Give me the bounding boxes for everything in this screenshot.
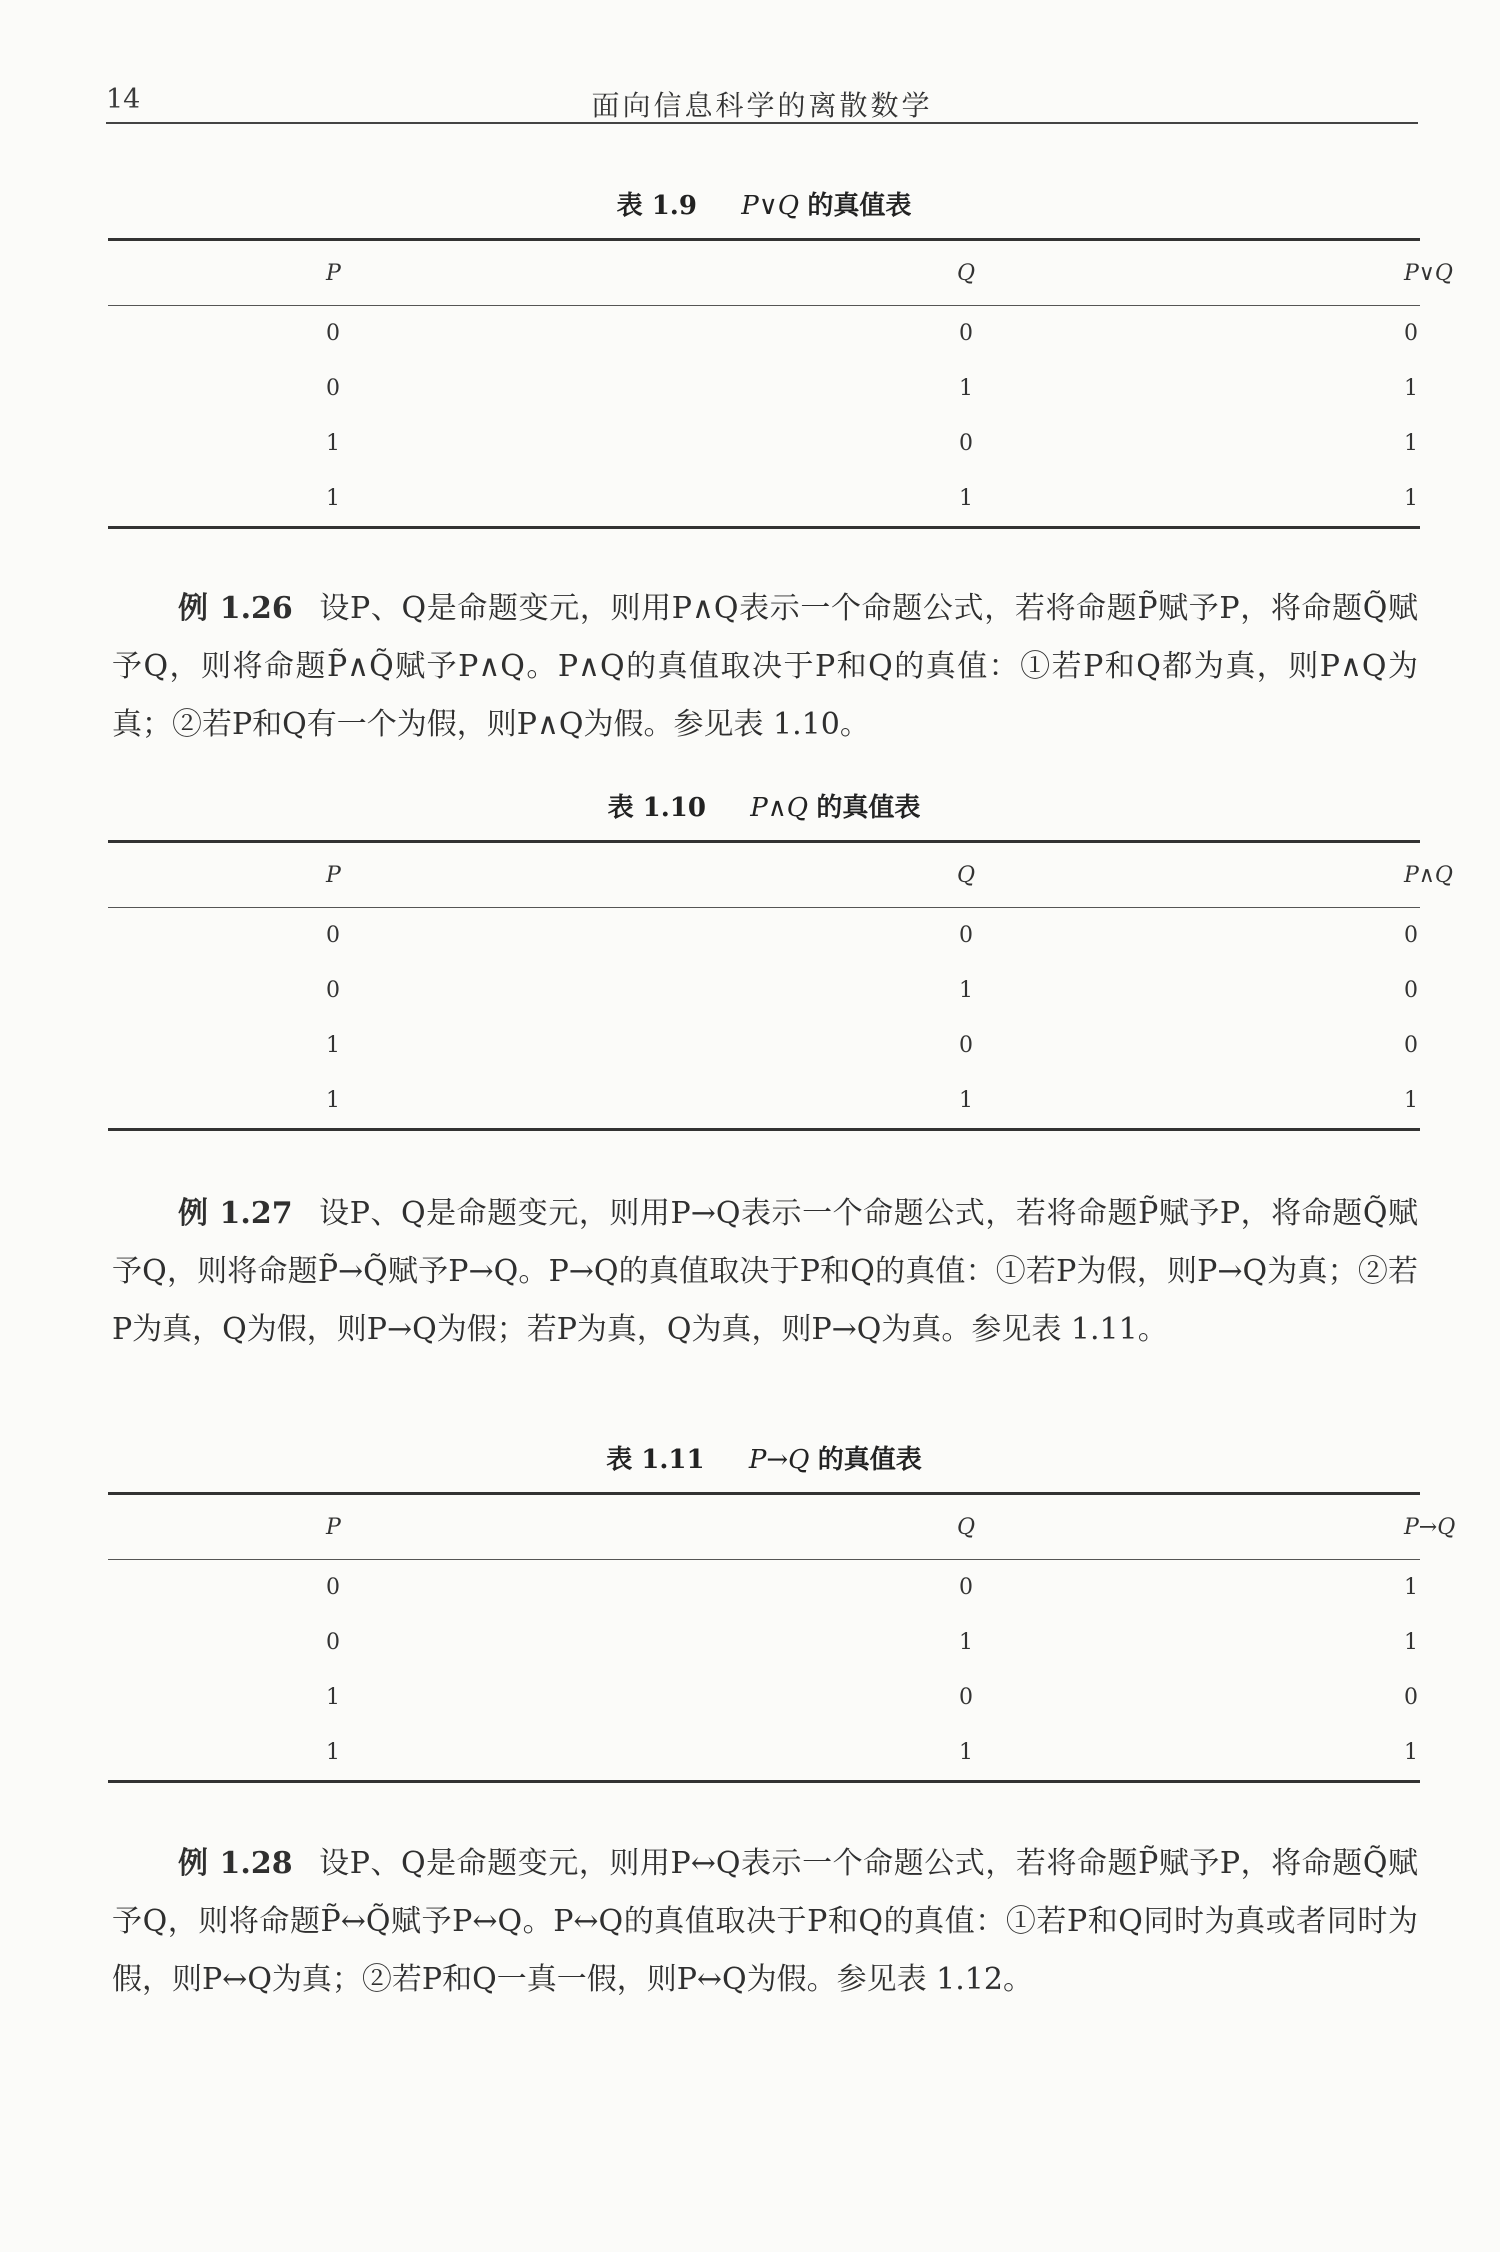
table-cell: 0: [1404, 1685, 1418, 1710]
table-row: [108, 471, 1420, 526]
table-bottom-rule: [108, 526, 1420, 529]
table-header-row: [108, 1495, 1420, 1559]
table-caption: [108, 188, 1420, 224]
table-row: [108, 1615, 1420, 1670]
table-cell: 0: [1404, 321, 1418, 346]
header-rule: [106, 122, 1418, 124]
table-formula: P→Q: [748, 1445, 810, 1475]
table-label: 表 1.10: [607, 793, 706, 823]
table-formula: P∧Q: [750, 793, 809, 823]
table-cell: 1: [959, 1088, 973, 1113]
table-cell: 1: [326, 1685, 340, 1710]
page-number: 14: [106, 84, 141, 115]
table-row: [108, 1073, 1420, 1128]
table-cell: 0: [959, 321, 973, 346]
table-caption: [108, 1442, 1420, 1478]
table-label: 表 1.11: [606, 1445, 705, 1475]
table-cell: 0: [959, 1575, 973, 1600]
column-header: Q: [956, 862, 976, 888]
table-cell: 1: [1404, 431, 1418, 456]
example-text: 设P、Q是命题变元，则用P↔Q表示一个命题公式，若将命题P̃赋予P，将命题Q̃赋予Q，则将命题P̃↔Q̃赋予P↔Q。P↔Q的真值取决于P和Q的真值：①若P和Q同时为真或者同时为假，则P↔Q为真；②若P和Q一真一假，则P↔Q为假。参见表 1.12。: [112, 1846, 1418, 1997]
column-header: P: [326, 1514, 341, 1540]
table-cell: 1: [326, 486, 340, 511]
table-cell: 1: [326, 1088, 340, 1113]
table-cell: 0: [959, 1033, 973, 1058]
table-caption-suffix: 的真值表: [807, 191, 912, 221]
table-label: 表 1.9: [616, 191, 697, 221]
truth-table-1-9: [108, 188, 1453, 529]
table-bottom-rule: [108, 1128, 1420, 1131]
table-caption: [108, 790, 1420, 826]
table-cell: 1: [959, 376, 973, 401]
table-cell: 1: [1404, 1088, 1418, 1113]
table-cell: 1: [1404, 1575, 1418, 1600]
table-row: [108, 1018, 1420, 1073]
column-header: Q: [956, 260, 976, 286]
table-row: [108, 1670, 1420, 1725]
example-paragraph: [112, 1185, 1418, 1359]
example-label: 例 1.26: [178, 591, 293, 626]
example-text: 设P、Q是命题变元，则用P→Q表示一个命题公式，若将命题P̃赋予P，将命题Q̃赋予Q，则将命题P̃→Q̃赋予P→Q。P→Q的真值取决于P和Q的真值：①若P为假，则P→Q为真；②若P为真，Q为假，则P→Q为假；若P为真，Q为真，则P→Q为真。参见表 1.11。: [112, 1196, 1418, 1347]
table-cell: 0: [1404, 978, 1418, 1003]
example-label: 例 1.27: [178, 1196, 293, 1231]
table-formula: P∨Q: [741, 191, 800, 221]
table-cell: 0: [959, 923, 973, 948]
table-bottom-rule: [108, 1780, 1420, 1783]
example-paragraph: [112, 1835, 1418, 2009]
table-cell: 0: [1404, 1033, 1418, 1058]
table-cell: 1: [1404, 1740, 1418, 1765]
table-cell: 0: [326, 923, 340, 948]
running-head: 面向信息科学的离散数学: [591, 89, 933, 122]
table-caption-suffix: 的真值表: [816, 793, 921, 823]
table-cell: 0: [959, 1685, 973, 1710]
truth-table-1-10: [108, 790, 1453, 1131]
truth-table: [108, 843, 1453, 1128]
table-cell: 1: [1404, 376, 1418, 401]
page-header: [106, 84, 1418, 124]
column-header: P: [326, 862, 341, 888]
table-cell: 0: [326, 978, 340, 1003]
truth-table: [108, 1495, 1456, 1780]
table-row: [108, 908, 1420, 963]
table-cell: 0: [326, 1575, 340, 1600]
table-cell: 1: [1404, 486, 1418, 511]
table-cell: 1: [1404, 1630, 1418, 1655]
table-cell: 1: [326, 1033, 340, 1058]
table-row: [108, 1560, 1420, 1615]
example-label: 例 1.28: [178, 1846, 293, 1881]
column-header: P→Q: [1404, 1514, 1456, 1540]
table-cell: 0: [959, 431, 973, 456]
truth-table: [108, 241, 1453, 526]
table-row: [108, 416, 1420, 471]
table-cell: 0: [326, 376, 340, 401]
column-header: P∨Q: [1404, 260, 1453, 286]
table-cell: 0: [326, 321, 340, 346]
table-cell: 1: [959, 978, 973, 1003]
table-cell: 1: [959, 1740, 973, 1765]
truth-table-1-11: [108, 1442, 1456, 1783]
column-header: P: [326, 260, 341, 286]
table-row: [108, 1725, 1420, 1780]
table-cell: 1: [326, 431, 340, 456]
table-cell: 0: [326, 1630, 340, 1655]
column-header: P∧Q: [1404, 862, 1453, 888]
table-cell: 1: [959, 1630, 973, 1655]
table-header-row: [108, 843, 1420, 907]
column-header: Q: [956, 1514, 976, 1540]
table-row: [108, 361, 1420, 416]
table-header-row: [108, 241, 1420, 305]
example-text: 设P、Q是命题变元，则用P∧Q表示一个命题公式，若将命题P̃赋予P，将命题Q̃赋予Q，则将命题P̃∧Q̃赋予P∧Q。P∧Q的真值取决于P和Q的真值：①若P和Q都为真，则P∧Q为真；②若P和Q有一个为假，则P∧Q为假。参见表 1.10。: [112, 591, 1419, 742]
table-cell: 0: [1404, 923, 1418, 948]
table-cell: 1: [959, 486, 973, 511]
table-row: [108, 963, 1420, 1018]
table-cell: 1: [326, 1740, 340, 1765]
table-caption-suffix: 的真值表: [817, 1445, 922, 1475]
example-paragraph: [112, 580, 1418, 754]
table-row: [108, 306, 1420, 361]
